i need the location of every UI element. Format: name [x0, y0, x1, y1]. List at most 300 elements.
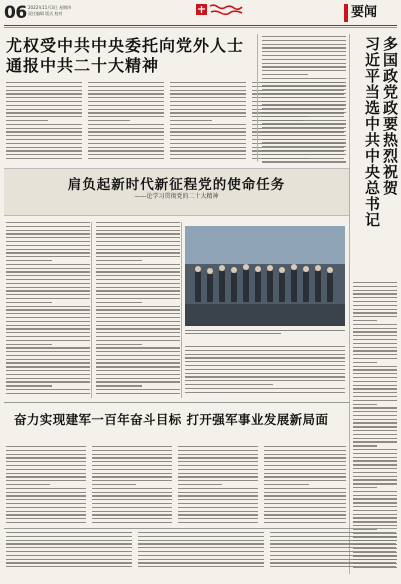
text-line [6, 355, 90, 356]
text-line [264, 507, 346, 508]
text-line [170, 124, 246, 125]
text-line [178, 480, 258, 481]
text-line [96, 317, 180, 318]
text-line [92, 488, 172, 489]
text-line [262, 123, 346, 124]
text-line [170, 109, 246, 110]
text-line [6, 131, 82, 132]
text-line [92, 469, 172, 470]
text-line [262, 63, 346, 64]
text-line [6, 522, 86, 523]
text-line [353, 343, 397, 344]
text-line [6, 332, 90, 333]
text-line [353, 529, 377, 530]
text-line [6, 268, 90, 269]
text-line [6, 374, 90, 375]
text-line [96, 241, 180, 242]
text-line [6, 112, 82, 113]
text-line [6, 328, 90, 329]
text-line [353, 297, 397, 298]
text-line [262, 74, 308, 75]
text-line [92, 457, 172, 458]
text-line [353, 487, 377, 488]
text-line [6, 378, 90, 379]
text-line [88, 86, 164, 87]
text-line [185, 357, 345, 358]
text-line [170, 135, 246, 136]
text-line [264, 469, 346, 470]
text-line [262, 108, 346, 109]
text-line [353, 312, 397, 313]
text-line [262, 142, 346, 143]
text-line [6, 313, 90, 314]
text-line [6, 290, 90, 291]
text-line [96, 389, 180, 390]
lead-headline-line2: 通报中共二十大精神 [6, 56, 160, 75]
text-line [353, 502, 397, 503]
text-line [262, 89, 346, 90]
section-tag: 要闻 [344, 4, 401, 22]
text-line [6, 287, 90, 288]
text-line [6, 135, 82, 136]
text-line [170, 82, 246, 83]
text-line [264, 495, 346, 496]
text-line [262, 120, 346, 121]
text-line [178, 450, 258, 451]
text-line [88, 90, 164, 91]
text-line [170, 150, 246, 151]
commentary-body-col3 [185, 346, 345, 395]
text-line [178, 514, 258, 515]
column-rule [91, 222, 92, 398]
text-line [262, 154, 346, 155]
text-line [353, 460, 397, 461]
text-line [353, 495, 397, 496]
text-line [270, 547, 396, 548]
text-line [353, 476, 397, 477]
text-line [353, 510, 397, 511]
text-line [6, 147, 82, 148]
text-line [353, 373, 397, 374]
text-line [262, 97, 346, 98]
text-line [88, 131, 164, 132]
text-line [6, 233, 90, 234]
text-line [92, 511, 172, 512]
text-line [96, 271, 180, 272]
text-line [138, 562, 264, 563]
text-line [88, 158, 164, 159]
text-line [92, 522, 172, 523]
text-line [264, 518, 346, 519]
text-line [178, 507, 258, 508]
text-line [92, 476, 172, 477]
text-line [6, 226, 90, 227]
text-line [178, 488, 258, 489]
text-line [178, 465, 258, 466]
text-line [353, 347, 397, 348]
feature-divider [349, 34, 350, 574]
text-line [264, 446, 346, 447]
text-line [6, 105, 82, 106]
text-line [138, 547, 264, 548]
lower-body-col3 [270, 532, 396, 570]
text-line [6, 302, 52, 303]
text-line [353, 404, 377, 405]
text-line [92, 499, 172, 500]
text-line [6, 109, 82, 110]
text-line [264, 499, 346, 500]
text-line [96, 393, 180, 394]
text-line [6, 507, 86, 508]
text-line [88, 150, 164, 151]
text-line [6, 86, 82, 87]
text-line [88, 154, 164, 155]
text-line [353, 335, 397, 336]
text-line [138, 551, 264, 552]
text-line [92, 514, 172, 515]
text-line [262, 85, 346, 86]
text-line [270, 551, 396, 552]
text-line [96, 309, 180, 310]
text-line [170, 97, 246, 98]
text-line [270, 536, 396, 537]
text-line [6, 128, 82, 129]
text-line [96, 340, 180, 341]
text-line [6, 222, 90, 223]
text-line [264, 465, 346, 466]
text-line [264, 473, 346, 474]
text-line [96, 222, 180, 223]
lead-body-col2 [88, 82, 164, 162]
text-line [6, 252, 90, 253]
text-line [262, 127, 346, 128]
text-line [6, 347, 90, 348]
text-line [353, 441, 397, 442]
text-line [262, 131, 346, 132]
text-line [170, 147, 246, 148]
text-line [6, 260, 52, 261]
text-line [92, 492, 172, 493]
text-line [353, 324, 397, 325]
text-line [96, 237, 180, 238]
text-line [96, 287, 180, 288]
text-line [96, 268, 180, 269]
text-line [6, 473, 86, 474]
text-line [6, 503, 86, 504]
lower-body-col2 [138, 532, 264, 570]
text-line [6, 389, 90, 390]
text-line [262, 55, 346, 56]
text-line [6, 454, 86, 455]
text-line [353, 453, 397, 454]
text-line [353, 506, 397, 507]
text-line [170, 86, 246, 87]
text-line [262, 44, 346, 45]
text-line [6, 139, 82, 140]
text-line [96, 252, 180, 253]
text-line [170, 116, 246, 117]
masthead [0, 0, 401, 30]
text-line [170, 105, 246, 106]
text-line [88, 124, 164, 125]
text-line [353, 426, 397, 427]
text-line [353, 472, 397, 473]
text-line [6, 124, 82, 125]
text-line [96, 233, 180, 234]
text-line [170, 120, 212, 121]
text-line [6, 245, 90, 246]
text-line [262, 47, 346, 48]
text-line [353, 514, 397, 515]
text-line [88, 147, 164, 148]
text-line [185, 369, 345, 370]
text-line [6, 351, 90, 352]
text-line [178, 495, 258, 496]
feature-headline-col1: 多国政党政要热烈祝贺 [381, 36, 399, 196]
text-line [178, 503, 258, 504]
text-line [96, 283, 180, 284]
text-line [353, 396, 397, 397]
text-line [170, 112, 246, 113]
text-line [185, 346, 345, 347]
text-line [178, 484, 222, 485]
text-line [96, 328, 180, 329]
text-line [6, 370, 90, 371]
text-line [6, 120, 48, 121]
text-line [6, 271, 90, 272]
text-line [353, 525, 397, 526]
text-line [262, 112, 346, 113]
military-body-col1 [6, 446, 86, 526]
text-line [6, 514, 86, 515]
text-line [6, 461, 86, 462]
text-line [6, 532, 132, 533]
text-line [264, 522, 346, 523]
text-line [262, 101, 346, 102]
text-line [88, 112, 164, 113]
text-line [270, 559, 396, 560]
text-line [262, 51, 346, 52]
text-line [353, 419, 397, 420]
text-line [96, 279, 180, 280]
text-line [353, 350, 397, 351]
text-line [138, 532, 264, 533]
text-line [88, 97, 164, 98]
text-line [6, 465, 86, 466]
text-line [353, 491, 397, 492]
text-line [353, 293, 397, 294]
text-line [262, 82, 346, 83]
text-line [138, 536, 264, 537]
text-line [353, 377, 397, 378]
text-line [96, 298, 180, 299]
text-line [353, 328, 397, 329]
text-line [6, 366, 90, 367]
text-line [262, 139, 346, 140]
text-line [270, 562, 396, 563]
text-line [96, 260, 142, 261]
text-line [6, 97, 82, 98]
text-line [96, 344, 142, 345]
text-line [270, 540, 396, 541]
text-line [6, 499, 86, 500]
masthead-rule-thin [4, 27, 397, 28]
text-line [170, 128, 246, 129]
text-line [353, 400, 397, 401]
text-line [6, 543, 132, 544]
text-line [88, 109, 164, 110]
text-line [138, 566, 264, 567]
text-line [170, 154, 246, 155]
text-line [6, 309, 90, 310]
text-line [270, 532, 396, 533]
text-line [92, 450, 172, 451]
text-line [6, 90, 82, 91]
text-line [92, 480, 172, 481]
text-line [185, 392, 345, 393]
text-line [6, 116, 82, 117]
text-line [6, 518, 86, 519]
text-line [6, 317, 90, 318]
text-line [262, 36, 346, 37]
feature-headline [353, 36, 399, 276]
text-line [6, 495, 86, 496]
text-line [353, 301, 397, 302]
text-line [178, 499, 258, 500]
text-line [6, 536, 132, 537]
text-line [353, 316, 397, 317]
text-line [6, 562, 132, 563]
text-line [6, 241, 90, 242]
text-line [353, 358, 397, 359]
lead-body-col1 [6, 82, 82, 162]
text-line [185, 388, 345, 389]
text-line [264, 503, 346, 504]
text-line [262, 66, 346, 67]
text-line [96, 325, 180, 326]
column-rule [181, 222, 182, 398]
text-line [88, 120, 130, 121]
text-line [88, 135, 164, 136]
text-line [170, 143, 246, 144]
text-line [6, 359, 90, 360]
text-line [96, 347, 180, 348]
text-line [353, 445, 377, 446]
text-line [353, 392, 397, 393]
text-line [353, 331, 397, 332]
text-line [353, 457, 397, 458]
text-line [6, 283, 90, 284]
text-line [264, 476, 346, 477]
text-line [6, 469, 86, 470]
text-line [353, 369, 397, 370]
text-line [178, 492, 258, 493]
text-line [353, 411, 397, 412]
text-line [6, 230, 90, 231]
military-headline: 奋力实现建军一百年奋斗目标 打开强军事业发展新局面 [14, 412, 329, 427]
text-line [6, 101, 82, 102]
text-line [264, 492, 346, 493]
text-line [353, 422, 397, 423]
text-line [353, 366, 397, 367]
text-line [92, 518, 172, 519]
text-line [353, 498, 397, 499]
text-line [270, 543, 396, 544]
text-line [353, 438, 397, 439]
text-line [92, 461, 172, 462]
text-line [6, 143, 82, 144]
commentary-subtitle: ——论学习贯彻党的二十大精神 [134, 193, 219, 200]
text-line [6, 484, 50, 485]
text-line [88, 143, 164, 144]
text-line [353, 381, 397, 382]
text-line [6, 298, 90, 299]
text-line [6, 93, 82, 94]
text-line [353, 282, 397, 283]
text-line [92, 446, 172, 447]
text-line [270, 555, 396, 556]
text-line [6, 385, 52, 386]
column-rule [257, 34, 258, 162]
text-line [353, 320, 377, 321]
text-line [353, 430, 397, 431]
text-line [353, 468, 397, 469]
commentary-band [4, 168, 349, 216]
text-line [96, 290, 180, 291]
text-line [185, 384, 273, 385]
lower-divider [4, 528, 397, 529]
text-line [264, 480, 346, 481]
text-line [6, 249, 90, 250]
text-line [6, 325, 90, 326]
text-line [264, 461, 346, 462]
text-line [178, 454, 258, 455]
military-body-col4 [264, 446, 346, 526]
text-line [178, 522, 258, 523]
text-line [96, 355, 180, 356]
text-line [88, 82, 164, 83]
text-line [6, 158, 82, 159]
text-line [353, 290, 397, 291]
commentary-headline: 肩负起新时代新征程党的使命任务 [67, 177, 286, 193]
text-line [6, 480, 86, 481]
text-line [6, 306, 90, 307]
text-line [6, 154, 82, 155]
text-line [185, 361, 345, 362]
text-line [170, 131, 246, 132]
text-line [96, 321, 180, 322]
text-line [92, 507, 172, 508]
text-line [6, 344, 52, 345]
lower-body-col1 [6, 532, 132, 570]
text-line [353, 305, 397, 306]
text-line [353, 449, 397, 450]
text-line [353, 286, 397, 287]
text-line [353, 479, 397, 480]
text-line [353, 483, 397, 484]
text-line [262, 40, 346, 41]
text-line [96, 249, 180, 250]
text-line [6, 321, 90, 322]
text-line [138, 543, 264, 544]
text-line [262, 158, 308, 159]
text-line [170, 90, 246, 91]
text-line [6, 476, 86, 477]
text-line [353, 362, 377, 363]
masthead-rule [4, 25, 397, 26]
text-line [6, 559, 132, 560]
text-line [264, 454, 346, 455]
